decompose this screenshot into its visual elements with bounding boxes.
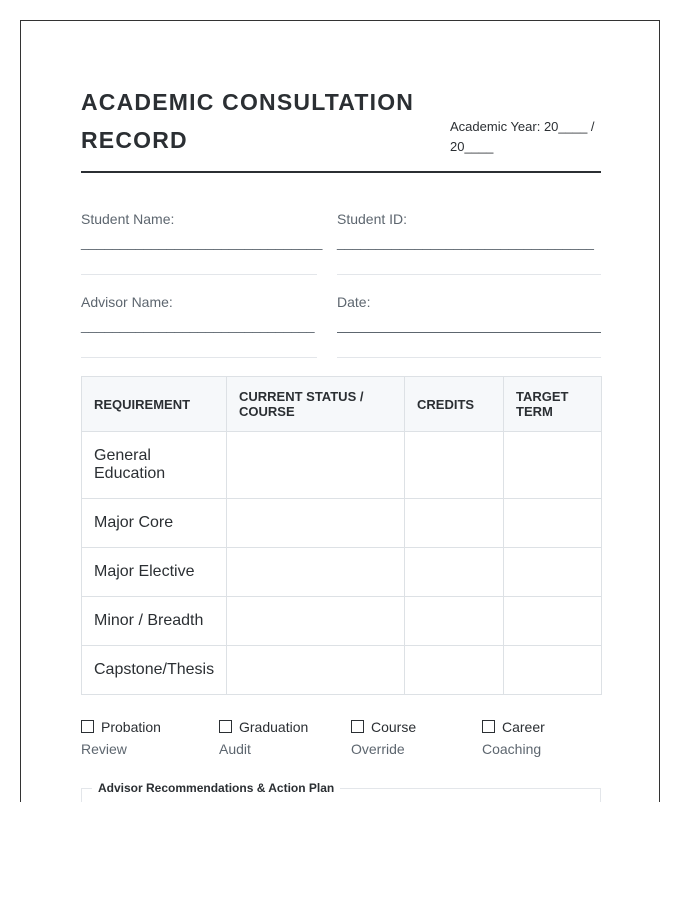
record-sheet — [20, 20, 660, 802]
student-name-label: Student Name: — [81, 211, 175, 227]
header-current-status: CURRENT STATUS / COURSE — [227, 377, 405, 432]
field-divider — [81, 274, 317, 275]
credits-cell[interactable] — [405, 499, 504, 548]
date-label: Date: — [337, 294, 371, 310]
table-row — [82, 548, 602, 597]
header-target-term: TARGET TERM — [504, 377, 602, 432]
student-name-field — [81, 211, 323, 275]
date-blank[interactable] — [337, 332, 601, 333]
header-credits: CREDITS — [405, 377, 504, 432]
field-divider — [81, 357, 317, 358]
page-title: ACADEMIC CONSULTATION RECORD — [81, 89, 415, 153]
student-name-blank[interactable]: _______________________________ — [81, 234, 323, 250]
status-cell[interactable] — [227, 597, 405, 646]
requirements-table — [81, 376, 602, 695]
advisor-name-blank[interactable]: ______________________________ — [81, 317, 315, 333]
checkbox-graduation-audit[interactable]: Graduation Audit — [219, 719, 309, 757]
header-requirement: REQUIREMENT — [82, 377, 227, 432]
requirement-cell: Capstone/Thesis — [82, 646, 227, 695]
student-id-blank[interactable]: _________________________________ — [337, 234, 594, 250]
table-header-row — [82, 377, 602, 432]
term-cell[interactable] — [504, 597, 602, 646]
credits-cell[interactable] — [405, 597, 504, 646]
checkbox-box[interactable] — [81, 720, 94, 733]
academic-year-line-1: Academic Year: 20____ / — [450, 119, 595, 134]
checkbox-box[interactable] — [482, 720, 495, 733]
checkbox-course-override[interactable]: Course Override — [351, 719, 417, 757]
recommendations-legend: Advisor Recommendations & Action Plan — [92, 780, 340, 796]
academic-year-line-2: 20____ — [450, 139, 494, 154]
student-id-field — [337, 211, 601, 275]
advisor-name-label: Advisor Name: — [81, 294, 173, 310]
table-row — [82, 646, 602, 695]
date-field — [337, 294, 601, 358]
requirement-cell: General Education — [82, 432, 227, 499]
term-cell[interactable] — [504, 548, 602, 597]
record-header — [81, 83, 601, 173]
checkbox-box[interactable] — [351, 720, 364, 733]
recommendations-section[interactable] — [81, 781, 601, 802]
requirement-cell: Major Elective — [82, 548, 227, 597]
credits-cell[interactable] — [405, 548, 504, 597]
status-cell[interactable] — [227, 548, 405, 597]
student-id-label: Student ID: — [337, 211, 408, 227]
credits-cell[interactable] — [405, 432, 504, 499]
table-row — [82, 597, 602, 646]
status-cell[interactable] — [227, 499, 405, 548]
checkbox-box[interactable] — [219, 720, 232, 733]
academic-year — [450, 117, 610, 157]
checkbox-probation-review[interactable]: Probation Review — [81, 719, 161, 757]
field-divider — [337, 274, 601, 275]
term-cell[interactable] — [504, 499, 602, 548]
requirement-cell: Minor / Breadth — [82, 597, 227, 646]
table-row — [82, 432, 602, 499]
term-cell[interactable] — [504, 432, 602, 499]
term-cell[interactable] — [504, 646, 602, 695]
table-row — [82, 499, 602, 548]
field-divider — [337, 357, 601, 358]
requirement-cell: Major Core — [82, 499, 227, 548]
credits-cell[interactable] — [405, 646, 504, 695]
consultation-type-checkboxes — [81, 716, 621, 766]
status-cell[interactable] — [227, 432, 405, 499]
checkbox-career-coaching[interactable]: Career Coaching — [482, 719, 545, 757]
advisor-name-field — [81, 294, 317, 358]
status-cell[interactable] — [227, 646, 405, 695]
